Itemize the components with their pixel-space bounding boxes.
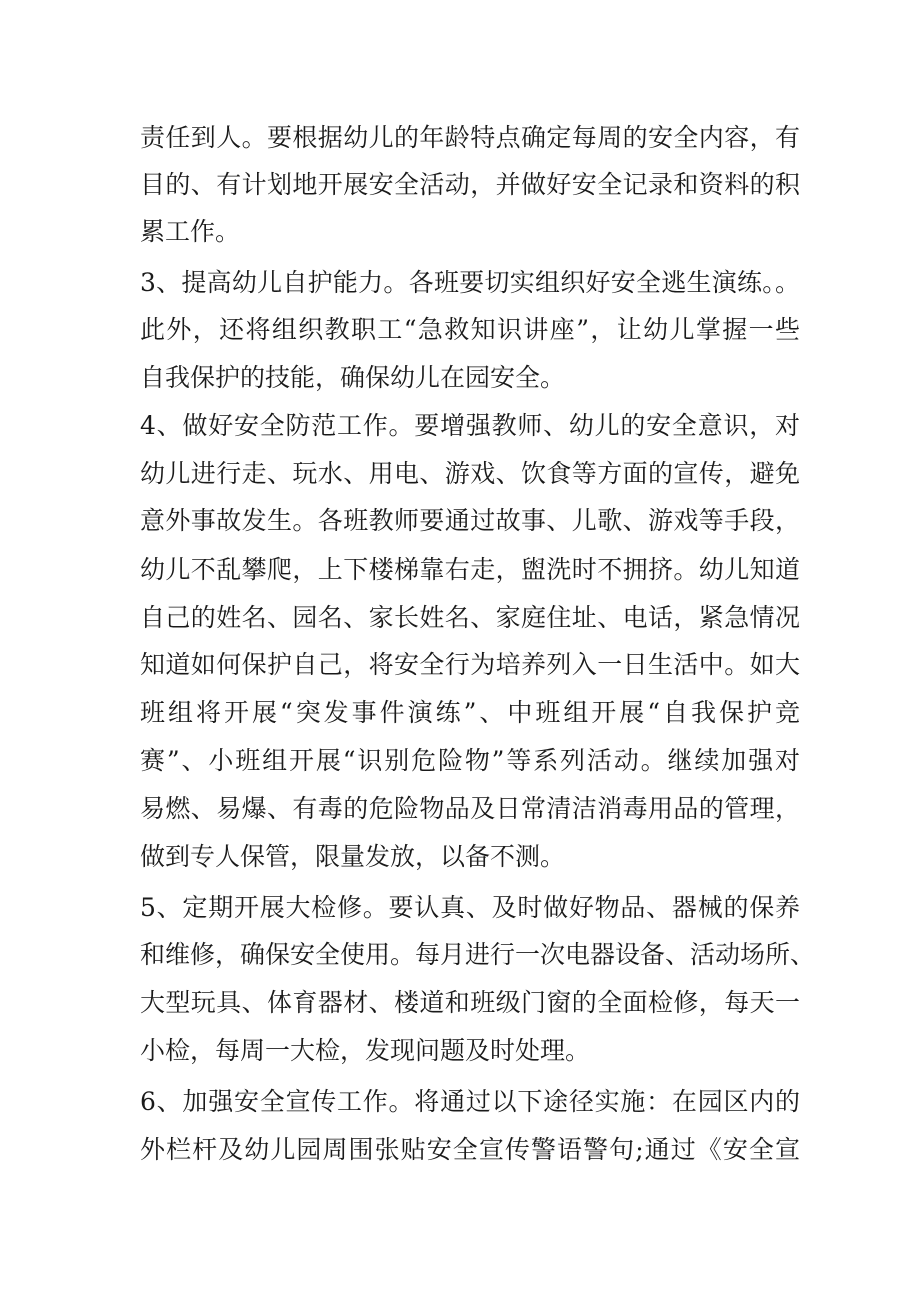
text-line: 6、加强安全宣传工作。将通过以下途径实施：在园区内的 bbox=[140, 1087, 800, 1116]
text-line: 此外，还将组织教职工“急救知识讲座”，让幼儿掌握一些 bbox=[140, 315, 800, 344]
text-line: 和维修，确保安全使用。每月进行一次电器设备、活动场所、 bbox=[140, 940, 816, 969]
text-line: 责任到人。要根据幼儿的年龄特点确定每周的安全内容，有 bbox=[140, 123, 800, 152]
text-line: 幼儿进行走、玩水、用电、游戏、饮食等方面的宣传，避免 bbox=[140, 459, 800, 488]
text-line: 小检，每周一大检，发现问题及时处理。 bbox=[140, 1036, 591, 1065]
text-line: 班组将开展“突发事件演练”、中班组开展“自我保护竞 bbox=[140, 698, 800, 727]
text-line: 做到专人保管，限量发放，以备不测。 bbox=[140, 842, 566, 871]
text-line: 5、定期开展大检修。要认真、及时做好物品、器械的保养 bbox=[140, 893, 800, 922]
text-line: 大型玩具、体育器材、楼道和班级门窗的全面检修，每天一 bbox=[140, 988, 800, 1017]
text-line: 赛”、小班组开展“识别危险物”等系列活动。继续加强对 bbox=[140, 746, 800, 775]
text-line: 3、提高幼儿自护能力。各班要切实组织好安全逃生演练。。 bbox=[140, 268, 800, 297]
text-line: 累工作。 bbox=[140, 217, 241, 246]
text-line: 自己的姓名、园名、家长姓名、家庭住址、电话，紧急情况 bbox=[140, 603, 800, 632]
text-line: 外栏杆及幼儿园周围张贴安全宣传警语警句;通过《安全宣 bbox=[140, 1135, 800, 1164]
text-line: 幼儿不乱攀爬，上下楼梯靠右走，盥洗时不拥挤。幼儿知道 bbox=[140, 555, 800, 584]
text-line: 意外事故发生。各班教师要通过故事、儿歌、游戏等手段， bbox=[140, 506, 800, 535]
text-line: 易燃、易爆、有毒的危险物品及日常清洁消毒用品的管理， bbox=[140, 794, 800, 823]
text-line: 4、做好安全防范工作。要增强教师、幼儿的安全意识，对 bbox=[140, 411, 800, 440]
text-line: 目的、有计划地开展安全活动，并做好安全记录和资料的积 bbox=[140, 170, 800, 199]
text-line: 知道如何保护自己，将安全行为培养列入一日生活中。如大 bbox=[140, 650, 800, 679]
text-line: 自我保护的技能，确保幼儿在园安全。 bbox=[140, 363, 566, 392]
